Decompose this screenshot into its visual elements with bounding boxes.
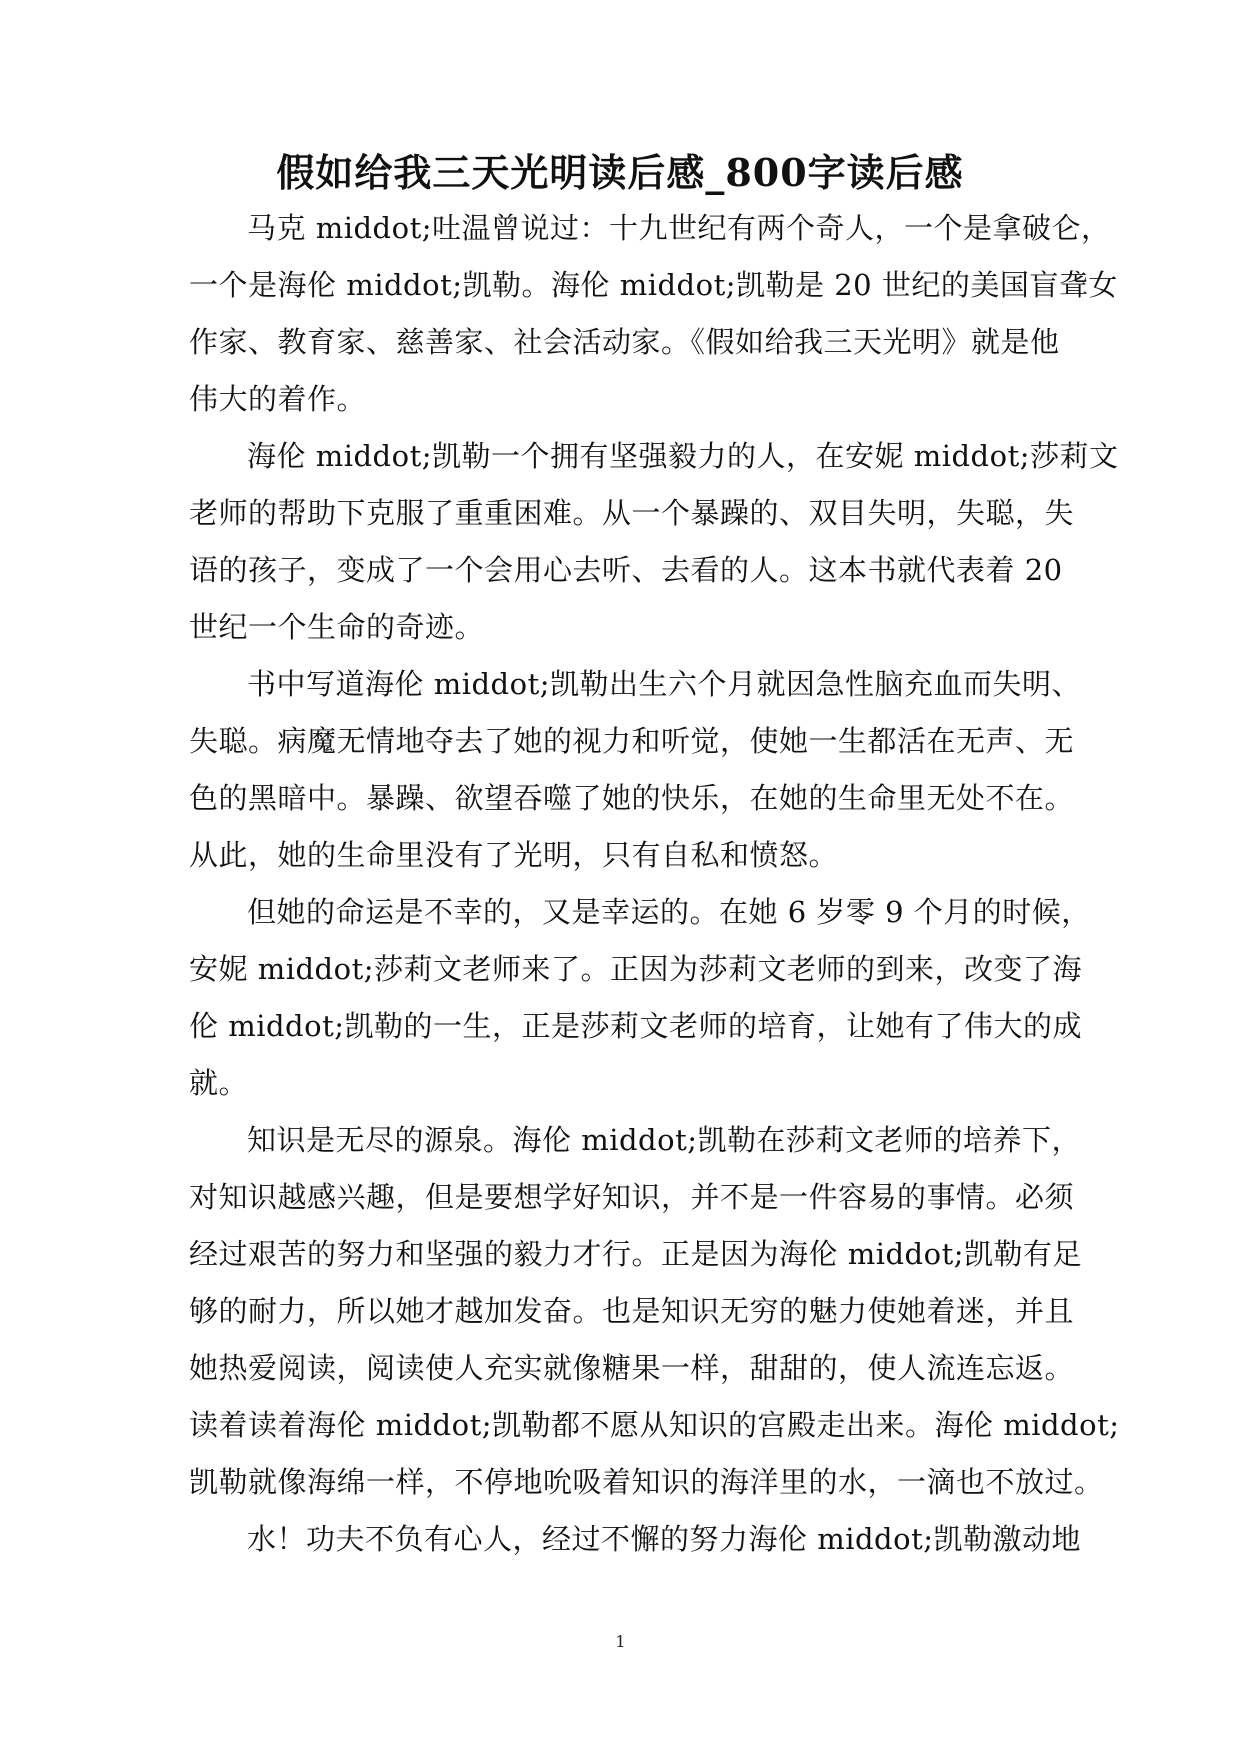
text-line: 但她的命运是不幸的，又是幸运的。在她 6 岁零 9 个月的时候， bbox=[247, 895, 1091, 929]
text-line: 老师的帮助下克服了重重困难。从一个暴躁的、双目失明，失聪，失 bbox=[189, 496, 1075, 530]
text-line: 马克 middot;吐温曾说过：十九世纪有两个奇人，一个是拿破仑， bbox=[247, 211, 1111, 245]
text-line: 凯勒就像海绵一样，不停地吮吸着知识的海洋里的水，一滴也不放过。 bbox=[189, 1465, 1104, 1499]
paragraph-6 bbox=[189, 1511, 1082, 1568]
text-line: 作家、教育家、慈善家、社会活动家。《假如给我三天光明》就是他 bbox=[189, 325, 1060, 359]
text-line: 经过艰苦的努力和坚强的毅力才行。正是因为海伦 middot;凯勒有足 bbox=[189, 1237, 1083, 1271]
text-line: 海伦 middot;凯勒一个拥有坚强毅力的人，在安妮 middot;莎莉文 bbox=[247, 439, 1119, 473]
text-line: 够的耐力，所以她才越加发奋。也是知识无穷的魅力使她着迷，并且 bbox=[189, 1294, 1075, 1328]
paragraph-1 bbox=[189, 200, 1118, 428]
paragraph-5 bbox=[189, 1112, 1120, 1511]
text-line: 知识是无尽的源泉。海伦 middot;凯勒在莎莉文老师的培养下， bbox=[247, 1123, 1082, 1157]
text-line: 就。 bbox=[189, 1066, 249, 1100]
text-line: 世纪一个生命的奇迹。 bbox=[189, 610, 485, 644]
text-line: 色的黑暗中。暴躁、欲望吞噬了她的快乐，在她的生命里无处不在。 bbox=[189, 781, 1075, 815]
document-body bbox=[189, 200, 1120, 1568]
text-line: 读着读着海伦 middot;凯勒都不愿从知识的宫殿走出来。海伦 middot; bbox=[189, 1408, 1120, 1442]
document-title: 假如给我三天光明读后感_800字读后感 bbox=[276, 150, 964, 195]
paragraph-2 bbox=[189, 428, 1119, 656]
text-line: 语的孩子，变成了一个会用心去听、去看的人。这本书就代表着 20 bbox=[189, 553, 1063, 587]
text-line: 安妮 middot;莎莉文老师来了。正因为莎莉文老师的到来，改变了海 bbox=[189, 952, 1083, 986]
page-number: 1 bbox=[615, 1632, 626, 1651]
text-line: 一个是海伦 middot;凯勒。海伦 middot;凯勒是 20 世纪的美国盲聋女 bbox=[189, 268, 1118, 302]
text-line: 对知识越感兴趣，但是要想学好知识，并不是一件容易的事情。必须 bbox=[189, 1180, 1075, 1214]
text-line: 伦 middot;凯勒的一生，正是莎莉文老师的培育，让她有了伟大的成 bbox=[189, 1009, 1083, 1043]
text-line: 书中写道海伦 middot;凯勒出生六个月就因急性脑充血而失明、 bbox=[247, 667, 1082, 701]
text-line: 失聪。病魔无情地夺去了她的视力和听觉，使她一生都活在无声、无 bbox=[189, 724, 1075, 758]
text-line: 伟大的着作。 bbox=[189, 382, 367, 416]
paragraph-3 bbox=[189, 656, 1082, 884]
paragraph-4 bbox=[189, 884, 1091, 1112]
text-line: 水！功夫不负有心人，经过不懈的努力海伦 middot;凯勒激动地 bbox=[247, 1522, 1082, 1556]
text-line: 她热爱阅读，阅读使人充实就像糖果一样，甜甜的，使人流连忘返。 bbox=[189, 1351, 1075, 1385]
text-line: 从此，她的生命里没有了光明，只有自私和愤怒。 bbox=[189, 838, 839, 872]
